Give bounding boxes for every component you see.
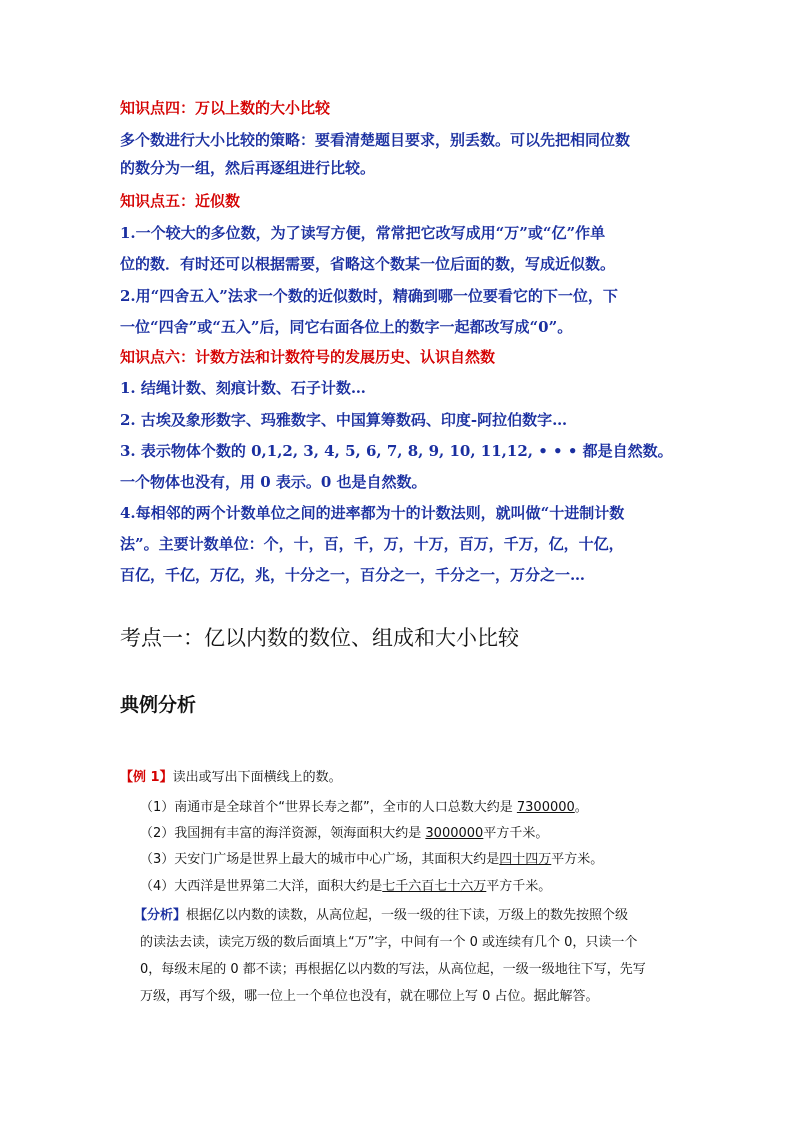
paragraph: 的数分为一组，然后再逐组进行比较。 xyxy=(120,159,376,177)
answer-blank: 3000000 xyxy=(425,826,484,841)
answer-blank: 7300000 xyxy=(516,800,575,815)
question-text: （1）南通市是全球首个“世界长寿之都”，全市的人口总数大约是 xyxy=(140,800,517,815)
paragraph: 3. 表示物体个数的 0,1,2, 3, 4, 5, 6, 7, 8, 9, 10, 11,12, • • • 都是自然数。 xyxy=(120,442,673,460)
section-title-k6: 知识点六：计数方法和计数符号的发展历史、认识自然数 xyxy=(120,348,496,366)
question-text: 平方米。 xyxy=(551,852,604,867)
paragraph: 位的数．有时还可以根据需要，省略这个数某一位后面的数，写成近似数。 xyxy=(120,255,616,273)
analysis-tag: 【分析】 xyxy=(134,908,187,923)
section-title-k5: 知识点五：近似数 xyxy=(120,192,241,210)
paragraph: 百亿，千亿，万亿，兆，十分之一，百分之一，千分之一，万分之一… xyxy=(120,566,586,584)
subheading: 典例分析 xyxy=(120,694,197,716)
question-text: （4）大西洋是世界第二大洋，面积大约是 xyxy=(140,879,383,894)
analysis-text: 0，每级末尾的 0 都不读；再根据亿以内数的写法，从高位起，一级一级地往下写，先写 xyxy=(140,962,646,977)
paragraph: 一位“四舍”或“五入”后，同它右面各位上的数字一起都改写成“0”。 xyxy=(120,318,573,336)
analysis-text: 的读法去读，读完万级的数后面填上“万”字，中间有一个 0 或连续有几个 0，只读一个 xyxy=(140,935,638,950)
paragraph: 1. 结绳计数、刻痕计数、石子计数… xyxy=(120,379,366,397)
answer-blank: 四十四万 xyxy=(499,852,552,867)
answer-blank: 七千六百七十六万 xyxy=(382,879,487,894)
paragraph: 4.每相邻的两个计数单位之间的进率都为十的计数法则，就叫做“十进制计数 xyxy=(120,504,625,522)
question-1 xyxy=(140,796,588,815)
question-text: 平方千米。 xyxy=(483,826,549,841)
question-4 xyxy=(140,875,551,894)
question-2 xyxy=(140,822,548,841)
analysis-text: 万级，再写个级，哪一位上一个单位也没有，就在哪位上写 0 占位。据此解答。 xyxy=(140,989,599,1004)
paragraph: 法”。主要计数单位：个，十，百，千，万，十万，百万，千万，亿，十亿， xyxy=(120,535,624,553)
analysis-line xyxy=(134,904,628,923)
paragraph: 一个物体也没有，用 0 表示。0 也是自然数。 xyxy=(120,473,427,491)
question-text: 。 xyxy=(574,800,588,815)
example-intro-text: 读出或写出下面横线上的数。 xyxy=(172,770,342,785)
example-tag: 【例 1】 xyxy=(120,770,173,785)
paragraph: 1.一个较大的多位数，为了读写方便，常常把它改写成用“万”或“亿”作单 xyxy=(120,224,606,242)
paragraph: 多个数进行大小比较的策略：要看清楚题目要求，别丢数。可以先把相同位数 xyxy=(120,131,631,149)
section-title-k4: 知识点四：万以上数的大小比较 xyxy=(120,99,331,117)
question-3 xyxy=(140,848,603,867)
question-text: （3）天安门广场是世界上最大的城市中心广场，其面积大约是 xyxy=(140,852,500,867)
example-intro xyxy=(120,766,342,785)
paragraph: 2.用“四舍五入”法求一个数的近似数时，精确到哪一位要看它的下一位，下 xyxy=(120,287,618,305)
analysis-text: 根据亿以内数的读数，从高位起，一级一级的往下读，万级上的数先按照个级 xyxy=(186,908,629,923)
page-heading: 考点一：亿以内数的数位、组成和大小比较 xyxy=(120,626,519,650)
question-text: （2）我国拥有丰富的海洋资源，领海面积大约是 xyxy=(140,826,426,841)
paragraph: 2. 古埃及象形数字、玛雅数字、中国算筹数码、印度-阿拉伯数字… xyxy=(120,411,568,429)
question-text: 平方千米。 xyxy=(486,879,552,894)
